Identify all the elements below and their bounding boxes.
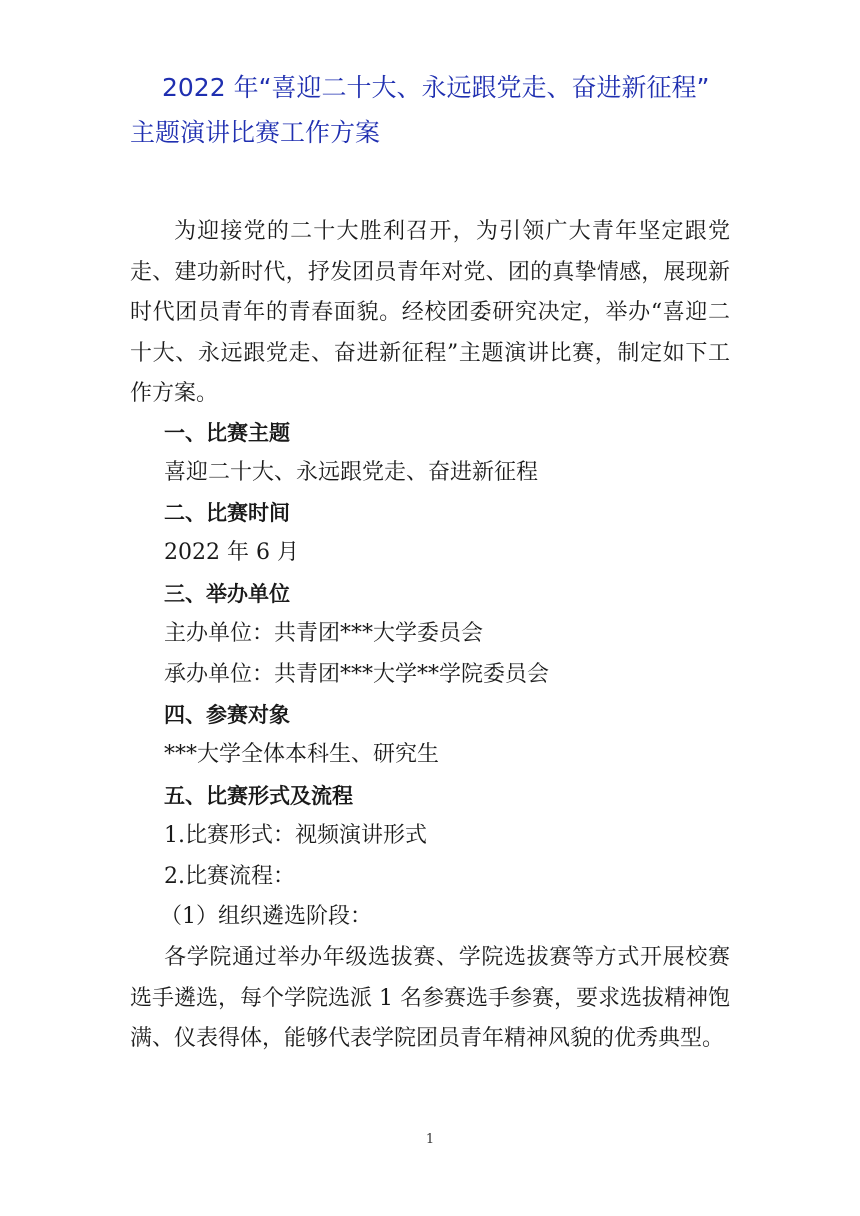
document-title-line-2: 主题演讲比赛工作方案: [130, 118, 381, 147]
section-2-heading: 二、比赛时间: [164, 501, 290, 525]
section-2-text: 2022 年 6 月: [164, 540, 299, 565]
section-3-organizer: 承办单位：共青团***大学**学院委员会: [164, 662, 550, 687]
section-5-item-2: 2.比赛流程：: [164, 864, 295, 889]
section-3-host: 主办单位：共青团***大学委员会: [164, 621, 484, 646]
section-3-heading: 三、举办单位: [164, 582, 290, 606]
section-5-sub-1-paragraph: 各学院通过举办年级选拔赛、学院选拔赛等方式开展校赛选手遴选，每个学院选派 1 名参赛选手参赛，要求选拔精神饱满、仪表得体，能够代表学院团员青年精神风貌的优秀典型。: [130, 945, 730, 1051]
intro-paragraph: 为迎接党的二十大胜利召开，为引领广大青年坚定跟党走、建功新时代，抒发团员青年对党、团的真挚情感，展现新时代团员青年的青春面貌。经校团委研究决定，举办“喜迎二十大、永远跟党走、奋进新征程”主题演讲比赛，制定如下工作方案。: [130, 219, 730, 406]
section-1-heading: 一、比赛主题: [164, 421, 290, 445]
page-number: 1: [425, 1132, 435, 1147]
section-1-text: 喜迎二十大、永远跟党走、奋进新征程: [164, 460, 539, 485]
section-5-heading: 五、比赛形式及流程: [164, 784, 353, 808]
section-4-text: ***大学全体本科生、研究生: [164, 742, 440, 767]
section-5-item-1: 1.比赛形式：视频演讲形式: [164, 823, 427, 848]
section-5-sub-1: （1）组织遴选阶段：: [160, 904, 372, 929]
document-title-line-1: 2022 年“喜迎二十大、永远跟党走、奋进新征程”: [162, 73, 710, 102]
section-4-heading: 四、参赛对象: [164, 703, 290, 727]
